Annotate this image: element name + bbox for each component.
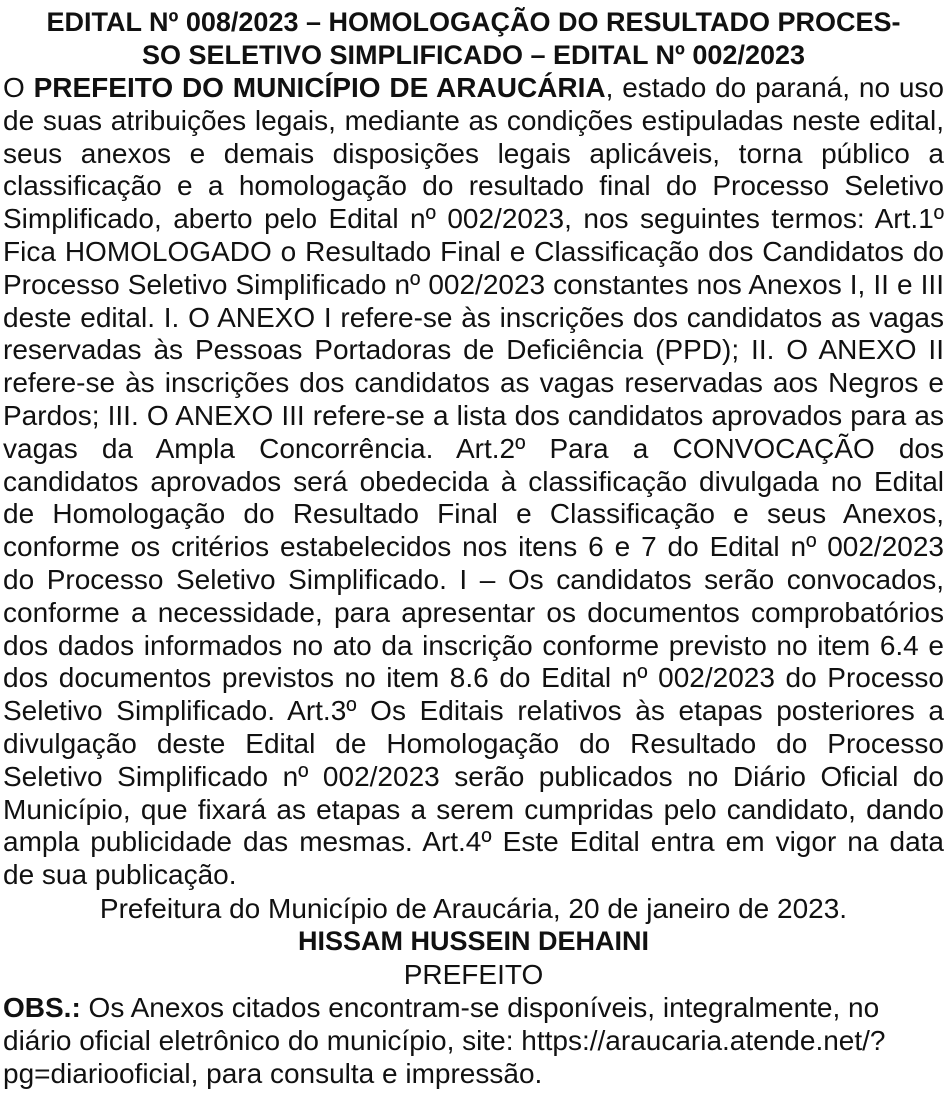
- issuing-authority: PREFEITO DO MUNICÍPIO DE ARAUCÁRIA: [33, 72, 606, 103]
- obs-note: [3, 991, 944, 1090]
- obs-label: OBS.:: [3, 991, 81, 1023]
- place-date-line: Prefeitura do Município de Araucária, 20 de janeiro de 2023.: [99, 892, 848, 924]
- edital-title-line-1: EDITAL Nº 008/2023 – HOMOLOGAÇÃO DO RESULTADO PROCES-: [46, 7, 901, 37]
- edital-title: [3, 6, 944, 72]
- signer-role: PREFEITO: [403, 958, 544, 990]
- edital-body: [3, 72, 944, 892]
- edital-title-line-2: SO SELETIVO SIMPLIFICADO – EDITAL Nº 002/2023: [141, 40, 806, 70]
- intro-article: O: [3, 72, 34, 103]
- obs-text: Os Anexos citados encontram-se disponíveis, integralmente, no diário oficial eletrônico do município, site: https://araucaria.atende.net/?pg=diariooficial, para consulta e impressão.: [3, 991, 886, 1089]
- signer-name: HISSAM HUSSEIN DEHAINI: [297, 925, 650, 956]
- edital-body-text: , estado do paraná, no uso de suas atribuições legais, mediante as condições estipuladas neste edital, seus anexos e demais disposições legais aplicáveis, torna público a classificação e a homologação do resultado final do Processo Seletivo Simplificado, aberto pelo Edital nº 002/2023, nos seguintes termos: Art.1º Fica HOMOLOGADO o Resultado Final e Classificação dos Candidatos do Processo Seletivo Simplificado nº 002/2023 constantes nos Anexos I, II e III deste edital. I. O ANEXO I refere-se às inscrições dos candidatos as vagas reservadas às Pessoas Portadoras de Deficiência (PPD); II. O ANEXO II refere-se às inscrições dos candidatos as vagas reservadas aos Negros e Pardos; III. O ANEXO III refere-se a lista dos candidatos aprovados para as vagas da Ampla Concorrência. Art.2º Para a CONVOCAÇÃO dos candidatos aprovados será obedecida à classificação divulgada no Edital de Homologação do Resultado Final e Classificação e seus Anexos, conforme os critérios estabelecidos nos itens 6 e 7 do Edital nº 002/2023 do Processo Seletivo Simplificado. I – Os candidatos serão convocados, conforme a necessidade, para apresentar os documentos comprobatórios dos dados informados no ato da inscrição conforme previsto no item 6.4 e dos documentos previstos no item 8.6 do Edital nº 002/2023 do Processo Seletivo Simplificado. Art.3º Os Editais relativos às etapas posteriores a divulgação deste Edital de Homologação do Resultado do Processo Seletivo Simplificado nº 002/2023 serão publicados no Diário Oficial do Município, que fixará as etapas a serem cumpridas pelo candidato, dando ampla publicidade das mesmas. Art.4º Este Edital entra em vigor na data de sua publicação.: [3, 72, 944, 891]
